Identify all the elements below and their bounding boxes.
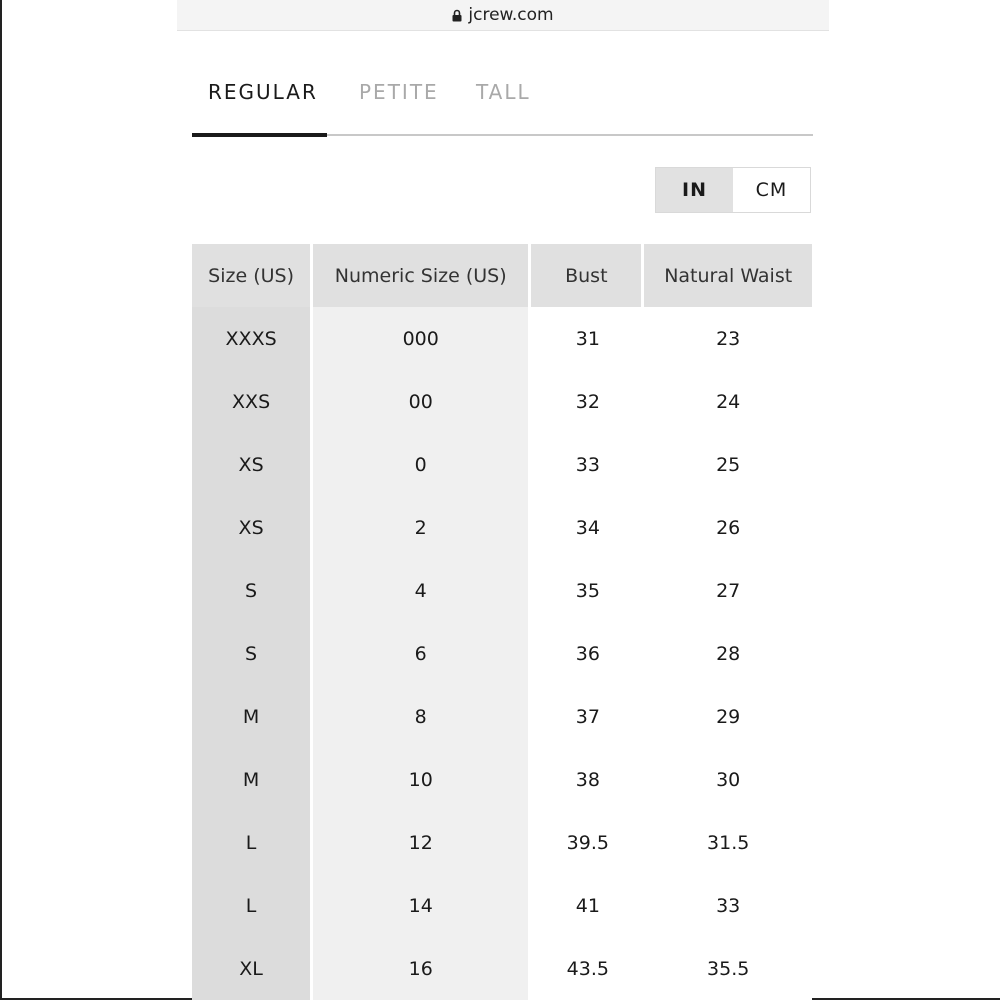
table-body (192, 307, 812, 1000)
cell-size: M (192, 685, 313, 748)
table-row (192, 874, 812, 937)
table-row (192, 370, 812, 433)
table-row (192, 496, 812, 559)
cell-natural-waist: 24 (644, 370, 812, 433)
cell-numeric-size: 14 (313, 874, 531, 937)
cell-numeric-size: 12 (313, 811, 531, 874)
tab-regular[interactable]: REGULAR (208, 80, 318, 104)
cell-numeric-size: 10 (313, 748, 531, 811)
table-row (192, 811, 812, 874)
url-text: jcrew.com (468, 5, 554, 25)
cell-numeric-size: 4 (313, 559, 531, 622)
cell-numeric-size: 0 (313, 433, 531, 496)
cell-size: M (192, 748, 313, 811)
cell-numeric-size: 2 (313, 496, 531, 559)
cell-natural-waist: 25 (644, 433, 812, 496)
header-bust: Bust (531, 244, 644, 307)
table-row (192, 559, 812, 622)
cell-numeric-size: 00 (313, 370, 531, 433)
cell-natural-waist: 31.5 (644, 811, 812, 874)
cell-size: L (192, 811, 313, 874)
cell-size: XS (192, 496, 313, 559)
table-row (192, 433, 812, 496)
cell-bust: 35 (531, 559, 644, 622)
cell-numeric-size: 6 (313, 622, 531, 685)
table-row (192, 622, 812, 685)
cell-size: XXS (192, 370, 313, 433)
cell-bust: 32 (531, 370, 644, 433)
tab-tall[interactable]: TALL (476, 80, 531, 104)
size-chart-table (192, 244, 812, 1000)
address-bar[interactable] (177, 0, 829, 31)
cell-natural-waist: 29 (644, 685, 812, 748)
unit-in-button[interactable]: IN (656, 168, 733, 212)
cell-bust: 36 (531, 622, 644, 685)
cell-size: XS (192, 433, 313, 496)
cell-numeric-size: 8 (313, 685, 531, 748)
cell-bust: 43.5 (531, 937, 644, 1000)
cell-bust: 33 (531, 433, 644, 496)
cell-bust: 39.5 (531, 811, 644, 874)
cell-size: S (192, 559, 313, 622)
cell-bust: 41 (531, 874, 644, 937)
cell-natural-waist: 28 (644, 622, 812, 685)
cell-size: S (192, 622, 313, 685)
header-numeric-size: Numeric Size (US) (313, 244, 531, 307)
active-tab-indicator (192, 133, 327, 137)
table-row (192, 307, 812, 370)
cell-size: L (192, 874, 313, 937)
cell-bust: 37 (531, 685, 644, 748)
cell-natural-waist: 30 (644, 748, 812, 811)
cell-natural-waist: 26 (644, 496, 812, 559)
cell-natural-waist: 33 (644, 874, 812, 937)
header-natural-waist: Natural Waist (644, 244, 812, 307)
header-size-us: Size (US) (192, 244, 313, 307)
cell-size: XL (192, 937, 313, 1000)
unit-toggle (655, 167, 811, 213)
fit-tabs (192, 76, 813, 136)
cell-natural-waist: 35.5 (644, 937, 812, 1000)
cell-size: XXXS (192, 307, 313, 370)
table-header-row (192, 244, 812, 307)
unit-cm-button[interactable]: CM (733, 168, 810, 212)
tab-petite[interactable]: PETITE (359, 80, 439, 104)
table-row (192, 685, 812, 748)
cell-bust: 38 (531, 748, 644, 811)
table-row (192, 937, 812, 1000)
lock-icon (452, 9, 462, 22)
cell-natural-waist: 27 (644, 559, 812, 622)
table-row (192, 748, 812, 811)
cell-bust: 31 (531, 307, 644, 370)
cell-natural-waist: 23 (644, 307, 812, 370)
cell-numeric-size: 16 (313, 937, 531, 1000)
cell-numeric-size: 000 (313, 307, 531, 370)
cell-bust: 34 (531, 496, 644, 559)
